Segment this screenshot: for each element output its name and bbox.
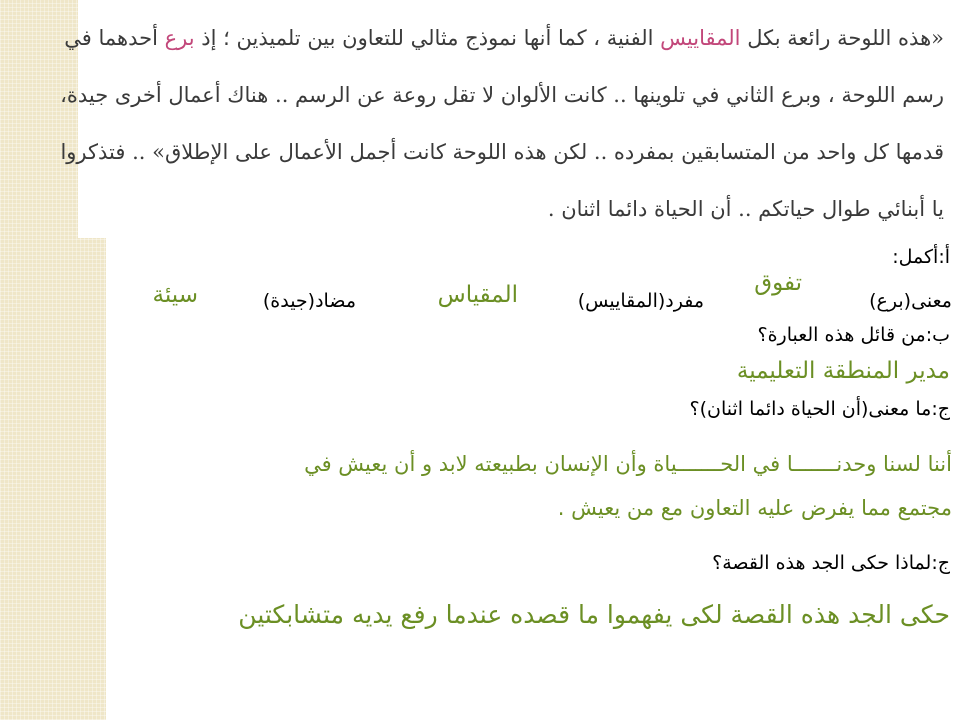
question-b: ب:من قائل هذه العبارة؟ (757, 324, 950, 346)
answer-b: مدير المنطقة التعليمية (736, 358, 950, 384)
excerpt-line-1: «هذه اللوحة رائعة بكل المقاييس الفنية ، كما أنها نموذج مثالي للتعاون بين تلميذين ؛ إذ برع أحدهما في (64, 26, 944, 50)
question-c: ج:ما معنى(أن الحياة دائما اثنان)؟ (689, 398, 950, 420)
answer-c-line-1: أننا لسنا وحدنـــــــا في الحـــــــياة وأن الإنسان بطبيعته لابد و أن يعيش في (304, 452, 952, 476)
opposite-label: مضاد(جيدة) (262, 290, 356, 312)
excerpt-line-2: رسم اللوحة ، وبرع الثاني في تلوينها .. كانت الألوان لا تقل روعة عن الرسم .. هناك أعمال أخرى جيدة، (60, 83, 944, 107)
highlight-maqayis: المقاييس (660, 26, 741, 50)
question-a-heading: أ:أكمل: (892, 246, 950, 268)
excerpt-line-3: قدمها كل واحد من المتسابقين بمفرده .. لكن هذه اللوحة كانت أجمل الأعمال على الإطلاق» .. فتذكروا (60, 140, 944, 164)
singular-label: مفرد(المقاييس) (577, 290, 704, 312)
answer-d: حكى الجد هذه القصة لكى يفهموا ما قصده عندما رفع يديه متشابكتين (238, 600, 950, 629)
textbook-excerpt (60, 0, 960, 238)
opposite-answer: سيئة (152, 282, 198, 308)
meaning-label: معنى(برع) (869, 290, 952, 312)
question-d: ج:لماذا حكى الجد هذه القصة؟ (712, 552, 950, 574)
singular-answer: المقياس (437, 282, 518, 308)
highlight-baraa: برع (164, 26, 195, 50)
meaning-answer: تفوق (754, 270, 802, 296)
answer-c-line-2: مجتمع مما يفرض عليه التعاون مع من يعيش . (557, 496, 952, 520)
excerpt-line-4: يا أبنائي طوال حياتكم .. أن الحياة دائما اثنان . (547, 197, 944, 221)
